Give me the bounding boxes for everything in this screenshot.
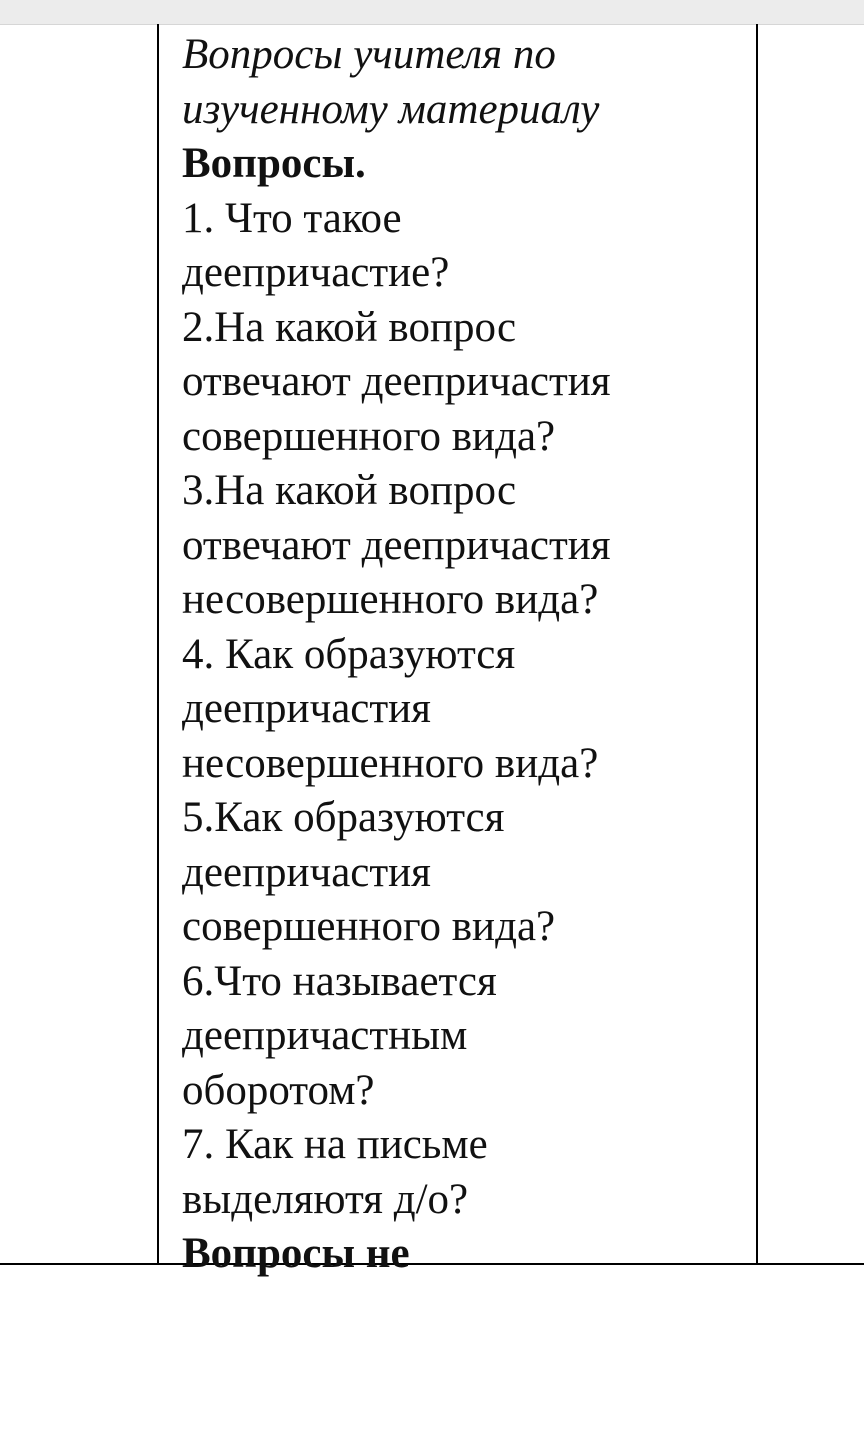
question-line: несовершенного вида? — [182, 739, 599, 787]
question-line: деепричастия — [182, 685, 431, 732]
question-line: совершенного вида? — [182, 903, 556, 950]
table-column-border-left — [157, 24, 159, 1263]
question-line: отвечают деепричастия — [182, 358, 611, 405]
question-line: 6.Что называется — [182, 957, 497, 1005]
section-title: Вопросы. — [182, 140, 366, 187]
question-line: деепричастным — [182, 1012, 468, 1059]
question-line: деепричастия — [182, 848, 431, 896]
heading-line-2: изученному материалу — [182, 85, 600, 133]
heading-line-1: Вопросы учителя по — [182, 31, 556, 78]
question-line: 5.Как образуются — [182, 794, 505, 841]
viewer-top-bar — [0, 0, 864, 25]
table-cell-questions — [182, 28, 750, 1282]
question-line: 4. Как образуются — [182, 630, 516, 678]
question-line: деепричастие? — [182, 249, 450, 296]
question-line: оборотом? — [182, 1066, 375, 1114]
question-line: отвечают деепричастия — [182, 521, 611, 569]
table-column-border-right — [756, 24, 758, 1263]
trailing-bold-line: Вопросы не — [182, 1230, 410, 1277]
question-line: 3.На какой вопрос — [182, 467, 517, 514]
question-line: 1. Что такое — [182, 194, 402, 242]
table-frame — [0, 24, 864, 1277]
question-line: несовершенного вида? — [182, 576, 599, 623]
question-line: совершенного вида? — [182, 412, 556, 460]
question-line: 7. Как на письме — [182, 1121, 488, 1168]
question-line: выделяютя д/о? — [182, 1175, 469, 1223]
question-line: 2.На какой вопрос — [182, 303, 517, 351]
